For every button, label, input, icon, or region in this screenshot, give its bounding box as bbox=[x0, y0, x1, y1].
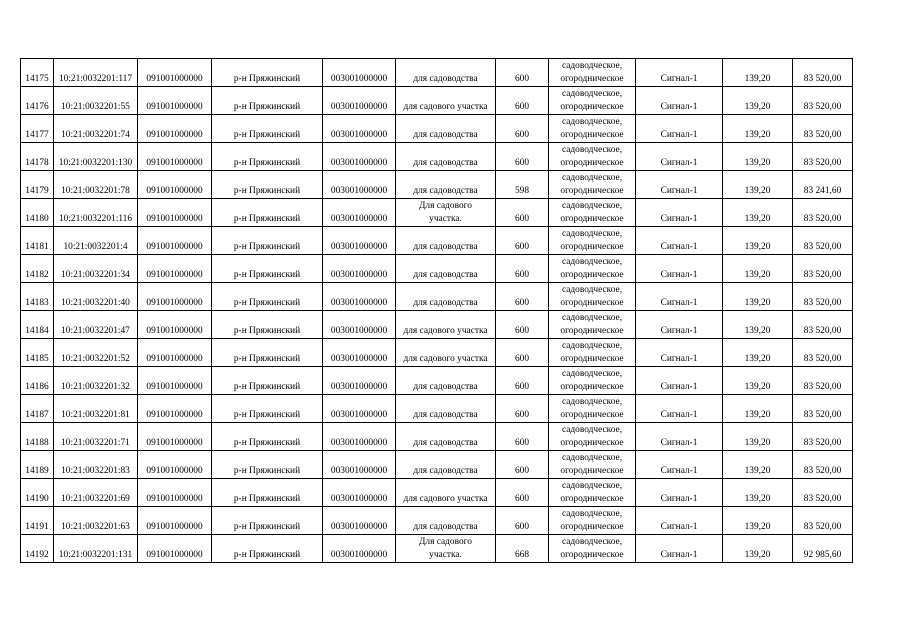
permitted-use-cell bbox=[396, 59, 496, 87]
row-number-cell: 14183 bbox=[21, 283, 54, 311]
cadastral-value-cell: 83 520,00 bbox=[793, 59, 853, 87]
specific-value-cell: 139,20 bbox=[723, 423, 793, 451]
cadastral-value-cell: 83 520,00 bbox=[793, 451, 853, 479]
row-number-cell: 14178 bbox=[21, 143, 54, 171]
area-cell: 600 bbox=[496, 395, 549, 423]
cadastral-value-cell: 83 520,00 bbox=[793, 311, 853, 339]
land-category-cell bbox=[549, 87, 636, 115]
land-category-cell bbox=[549, 171, 636, 199]
permitted-use-line: для садоводства bbox=[413, 130, 478, 140]
land-category-line: садоводческое, bbox=[561, 509, 623, 519]
land-category-line: огородническое bbox=[560, 158, 624, 168]
district-cell: р-н Пряжинский bbox=[212, 87, 323, 115]
row-number-cell: 14191 bbox=[21, 507, 54, 535]
permitted-use-cell bbox=[396, 507, 496, 535]
oktmo-code-cell: 091001000000 bbox=[138, 59, 212, 87]
specific-value-cell: 139,20 bbox=[723, 479, 793, 507]
land-category-cell bbox=[549, 199, 636, 227]
area-cell: 600 bbox=[496, 87, 549, 115]
land-category-line: садоводческое, bbox=[561, 537, 623, 547]
land-category-line: садоводческое, bbox=[561, 369, 623, 379]
oktmo-code-cell: 091001000000 bbox=[138, 451, 212, 479]
table-row bbox=[21, 59, 853, 87]
cadastral-value-cell: 83 520,00 bbox=[793, 255, 853, 283]
land-category-cell bbox=[549, 59, 636, 87]
land-category-cell bbox=[549, 395, 636, 423]
oktmo-code-cell: 091001000000 bbox=[138, 311, 212, 339]
land-category-line: огородническое bbox=[560, 102, 624, 112]
land-category-line: садоводческое, bbox=[561, 257, 623, 267]
area-cell: 600 bbox=[496, 339, 549, 367]
association-cell: Сигнал-1 bbox=[636, 171, 723, 199]
land-category-line: садоводческое, bbox=[561, 89, 623, 99]
district-cell: р-н Пряжинский bbox=[212, 479, 323, 507]
area-cell: 598 bbox=[496, 171, 549, 199]
permitted-use-cell bbox=[396, 367, 496, 395]
association-cell: Сигнал-1 bbox=[636, 535, 723, 563]
permitted-use-line: для садоводства bbox=[413, 270, 478, 280]
land-category-line: садоводческое, bbox=[561, 61, 623, 71]
classifier-code-cell: 003001000000 bbox=[323, 227, 396, 255]
table-row bbox=[21, 395, 853, 423]
association-cell: Сигнал-1 bbox=[636, 227, 723, 255]
classifier-code-cell: 003001000000 bbox=[323, 423, 396, 451]
land-category-line: огородническое bbox=[560, 382, 624, 392]
area-cell: 600 bbox=[496, 199, 549, 227]
land-category-line: садоводческое, bbox=[561, 201, 623, 211]
specific-value-cell: 139,20 bbox=[723, 367, 793, 395]
association-cell: Сигнал-1 bbox=[636, 59, 723, 87]
row-number-cell: 14188 bbox=[21, 423, 54, 451]
association-cell: Сигнал-1 bbox=[636, 423, 723, 451]
classifier-code-cell: 003001000000 bbox=[323, 283, 396, 311]
classifier-code-cell: 003001000000 bbox=[323, 451, 396, 479]
specific-value-cell: 139,20 bbox=[723, 339, 793, 367]
land-category-line: садоводческое, bbox=[561, 117, 623, 127]
land-category-cell bbox=[549, 283, 636, 311]
oktmo-code-cell: 091001000000 bbox=[138, 143, 212, 171]
land-category-line: садоводческое, bbox=[561, 313, 623, 323]
permitted-use-line: для садового участка bbox=[403, 326, 488, 336]
permitted-use-cell bbox=[396, 115, 496, 143]
land-category-line: огородническое bbox=[560, 438, 624, 448]
table-row bbox=[21, 367, 853, 395]
land-category-cell bbox=[549, 227, 636, 255]
cadastral-value-cell: 83 520,00 bbox=[793, 227, 853, 255]
area-cell: 600 bbox=[496, 507, 549, 535]
row-number-cell: 14180 bbox=[21, 199, 54, 227]
land-category-line: огородническое bbox=[560, 74, 624, 84]
cadastral-number-cell: 10:21:0032201:117 bbox=[54, 59, 138, 87]
table-row bbox=[21, 143, 853, 171]
specific-value-cell: 139,20 bbox=[723, 507, 793, 535]
oktmo-code-cell: 091001000000 bbox=[138, 339, 212, 367]
specific-value-cell: 139,20 bbox=[723, 311, 793, 339]
classifier-code-cell: 003001000000 bbox=[323, 535, 396, 563]
row-number-cell: 14186 bbox=[21, 367, 54, 395]
table-row bbox=[21, 423, 853, 451]
row-number-cell: 14184 bbox=[21, 311, 54, 339]
row-number-cell: 14189 bbox=[21, 451, 54, 479]
land-category-cell bbox=[549, 479, 636, 507]
permitted-use-line: для садоводства bbox=[413, 438, 478, 448]
permitted-use-cell bbox=[396, 227, 496, 255]
permitted-use-line: для садоводства bbox=[413, 74, 478, 84]
table-row bbox=[21, 227, 853, 255]
permitted-use-line: для садового участка bbox=[403, 102, 488, 112]
district-cell: р-н Пряжинский bbox=[212, 255, 323, 283]
cadastral-number-cell: 10:21:0032201:4 bbox=[54, 227, 138, 255]
permitted-use-cell bbox=[396, 311, 496, 339]
land-category-cell bbox=[549, 507, 636, 535]
oktmo-code-cell: 091001000000 bbox=[138, 171, 212, 199]
permitted-use-line: Для садового bbox=[419, 201, 472, 211]
table-row bbox=[21, 87, 853, 115]
table-row bbox=[21, 339, 853, 367]
permitted-use-cell bbox=[396, 451, 496, 479]
oktmo-code-cell: 091001000000 bbox=[138, 535, 212, 563]
oktmo-code-cell: 091001000000 bbox=[138, 507, 212, 535]
land-category-line: огородническое bbox=[560, 130, 624, 140]
specific-value-cell: 139,20 bbox=[723, 535, 793, 563]
oktmo-code-cell: 091001000000 bbox=[138, 227, 212, 255]
cadastral-value-cell: 83 520,00 bbox=[793, 115, 853, 143]
cadastral-value-cell: 92 985,60 bbox=[793, 535, 853, 563]
specific-value-cell: 139,20 bbox=[723, 115, 793, 143]
area-cell: 600 bbox=[496, 227, 549, 255]
cadastral-value-cell: 83 520,00 bbox=[793, 479, 853, 507]
land-category-line: садоводческое, bbox=[561, 481, 623, 491]
land-category-cell bbox=[549, 255, 636, 283]
permitted-use-line: для садоводства bbox=[413, 522, 478, 532]
land-category-line: огородническое bbox=[560, 410, 624, 420]
row-number-cell: 14176 bbox=[21, 87, 54, 115]
cadastral-number-cell: 10:21:0032201:34 bbox=[54, 255, 138, 283]
area-cell: 600 bbox=[496, 367, 549, 395]
classifier-code-cell: 003001000000 bbox=[323, 199, 396, 227]
land-category-cell bbox=[549, 143, 636, 171]
district-cell: р-н Пряжинский bbox=[212, 339, 323, 367]
land-registry-table bbox=[20, 58, 853, 563]
oktmo-code-cell: 091001000000 bbox=[138, 423, 212, 451]
area-cell: 600 bbox=[496, 59, 549, 87]
land-category-line: садоводческое, bbox=[561, 425, 623, 435]
area-cell: 600 bbox=[496, 283, 549, 311]
area-cell: 600 bbox=[496, 451, 549, 479]
cadastral-number-cell: 10:21:0032201:130 bbox=[54, 143, 138, 171]
land-category-line: огородническое bbox=[560, 494, 624, 504]
classifier-code-cell: 003001000000 bbox=[323, 507, 396, 535]
cadastral-number-cell: 10:21:0032201:81 bbox=[54, 395, 138, 423]
land-category-cell bbox=[549, 339, 636, 367]
cadastral-value-cell: 83 520,00 bbox=[793, 339, 853, 367]
permitted-use-cell bbox=[396, 395, 496, 423]
cadastral-number-cell: 10:21:0032201:40 bbox=[54, 283, 138, 311]
specific-value-cell: 139,20 bbox=[723, 143, 793, 171]
permitted-use-cell bbox=[396, 283, 496, 311]
row-number-cell: 14187 bbox=[21, 395, 54, 423]
cadastral-number-cell: 10:21:0032201:47 bbox=[54, 311, 138, 339]
association-cell: Сигнал-1 bbox=[636, 451, 723, 479]
association-cell: Сигнал-1 bbox=[636, 87, 723, 115]
row-number-cell: 14175 bbox=[21, 59, 54, 87]
cadastral-number-cell: 10:21:0032201:69 bbox=[54, 479, 138, 507]
cadastral-value-cell: 83 520,00 bbox=[793, 395, 853, 423]
land-category-line: садоводческое, bbox=[561, 173, 623, 183]
permitted-use-line: Для садового bbox=[419, 537, 472, 547]
oktmo-code-cell: 091001000000 bbox=[138, 367, 212, 395]
specific-value-cell: 139,20 bbox=[723, 227, 793, 255]
district-cell: р-н Пряжинский bbox=[212, 535, 323, 563]
table-body bbox=[21, 59, 853, 563]
classifier-code-cell: 003001000000 bbox=[323, 59, 396, 87]
specific-value-cell: 139,20 bbox=[723, 395, 793, 423]
district-cell: р-н Пряжинский bbox=[212, 143, 323, 171]
land-category-cell bbox=[549, 311, 636, 339]
permitted-use-line: для садоводства bbox=[413, 158, 478, 168]
table-row bbox=[21, 115, 853, 143]
classifier-code-cell: 003001000000 bbox=[323, 311, 396, 339]
district-cell: р-н Пряжинский bbox=[212, 423, 323, 451]
cadastral-value-cell: 83 520,00 bbox=[793, 507, 853, 535]
cadastral-number-cell: 10:21:0032201:32 bbox=[54, 367, 138, 395]
district-cell: р-н Пряжинский bbox=[212, 507, 323, 535]
oktmo-code-cell: 091001000000 bbox=[138, 255, 212, 283]
table-row bbox=[21, 507, 853, 535]
table-row bbox=[21, 255, 853, 283]
land-category-line: садоводческое, bbox=[561, 453, 623, 463]
association-cell: Сигнал-1 bbox=[636, 283, 723, 311]
cadastral-number-cell: 10:21:0032201:52 bbox=[54, 339, 138, 367]
land-category-line: огородническое bbox=[560, 466, 624, 476]
oktmo-code-cell: 091001000000 bbox=[138, 283, 212, 311]
association-cell: Сигнал-1 bbox=[636, 199, 723, 227]
land-category-cell bbox=[549, 115, 636, 143]
association-cell: Сигнал-1 bbox=[636, 395, 723, 423]
cadastral-value-cell: 83 520,00 bbox=[793, 87, 853, 115]
district-cell: р-н Пряжинский bbox=[212, 171, 323, 199]
classifier-code-cell: 003001000000 bbox=[323, 255, 396, 283]
cadastral-value-cell: 83 241,60 bbox=[793, 171, 853, 199]
association-cell: Сигнал-1 bbox=[636, 255, 723, 283]
permitted-use-cell bbox=[396, 143, 496, 171]
permitted-use-line: для садоводства bbox=[413, 186, 478, 196]
row-number-cell: 14182 bbox=[21, 255, 54, 283]
permitted-use-line: для садоводства bbox=[413, 466, 478, 476]
specific-value-cell: 139,20 bbox=[723, 87, 793, 115]
area-cell: 600 bbox=[496, 479, 549, 507]
area-cell: 600 bbox=[496, 115, 549, 143]
table-row bbox=[21, 283, 853, 311]
specific-value-cell: 139,20 bbox=[723, 255, 793, 283]
specific-value-cell: 139,20 bbox=[723, 283, 793, 311]
classifier-code-cell: 003001000000 bbox=[323, 171, 396, 199]
association-cell: Сигнал-1 bbox=[636, 367, 723, 395]
cadastral-value-cell: 83 520,00 bbox=[793, 283, 853, 311]
oktmo-code-cell: 091001000000 bbox=[138, 115, 212, 143]
district-cell: р-н Пряжинский bbox=[212, 199, 323, 227]
classifier-code-cell: 003001000000 bbox=[323, 87, 396, 115]
cadastral-number-cell: 10:21:0032201:116 bbox=[54, 199, 138, 227]
row-number-cell: 14192 bbox=[21, 535, 54, 563]
district-cell: р-н Пряжинский bbox=[212, 367, 323, 395]
cadastral-value-cell: 83 520,00 bbox=[793, 367, 853, 395]
cadastral-number-cell: 10:21:0032201:83 bbox=[54, 451, 138, 479]
district-cell: р-н Пряжинский bbox=[212, 283, 323, 311]
district-cell: р-н Пряжинский bbox=[212, 311, 323, 339]
permitted-use-line: для садоводства bbox=[413, 298, 478, 308]
land-category-line: огородническое bbox=[560, 550, 624, 560]
row-number-cell: 14179 bbox=[21, 171, 54, 199]
permitted-use-cell bbox=[396, 339, 496, 367]
classifier-code-cell: 003001000000 bbox=[323, 479, 396, 507]
cadastral-number-cell: 10:21:0032201:63 bbox=[54, 507, 138, 535]
permitted-use-line: для садоводства bbox=[413, 410, 478, 420]
cadastral-value-cell: 83 520,00 bbox=[793, 143, 853, 171]
table-row bbox=[21, 171, 853, 199]
classifier-code-cell: 003001000000 bbox=[323, 143, 396, 171]
land-category-line: огородническое bbox=[560, 214, 624, 224]
district-cell: р-н Пряжинский bbox=[212, 227, 323, 255]
permitted-use-cell bbox=[396, 479, 496, 507]
oktmo-code-cell: 091001000000 bbox=[138, 479, 212, 507]
land-category-line: огородническое bbox=[560, 270, 624, 280]
permitted-use-cell bbox=[396, 535, 496, 563]
permitted-use-line: участка. bbox=[429, 214, 462, 224]
specific-value-cell: 139,20 bbox=[723, 451, 793, 479]
land-category-cell bbox=[549, 535, 636, 563]
land-category-line: огородническое bbox=[560, 326, 624, 336]
cadastral-value-cell: 83 520,00 bbox=[793, 423, 853, 451]
district-cell: р-н Пряжинский bbox=[212, 395, 323, 423]
permitted-use-cell bbox=[396, 423, 496, 451]
area-cell: 600 bbox=[496, 143, 549, 171]
row-number-cell: 14177 bbox=[21, 115, 54, 143]
land-category-line: огородническое bbox=[560, 298, 624, 308]
land-category-cell bbox=[549, 423, 636, 451]
specific-value-cell: 139,20 bbox=[723, 199, 793, 227]
land-category-line: огородническое bbox=[560, 242, 624, 252]
association-cell: Сигнал-1 bbox=[636, 143, 723, 171]
district-cell: р-н Пряжинский bbox=[212, 59, 323, 87]
land-category-line: огородническое bbox=[560, 186, 624, 196]
row-number-cell: 14185 bbox=[21, 339, 54, 367]
area-cell: 668 bbox=[496, 535, 549, 563]
oktmo-code-cell: 091001000000 bbox=[138, 87, 212, 115]
table-row bbox=[21, 535, 853, 563]
land-category-line: огородническое bbox=[560, 522, 624, 532]
association-cell: Сигнал-1 bbox=[636, 507, 723, 535]
cadastral-value-cell: 83 520,00 bbox=[793, 199, 853, 227]
permitted-use-line: участка. bbox=[429, 550, 462, 560]
association-cell: Сигнал-1 bbox=[636, 339, 723, 367]
permitted-use-line: для садового участка bbox=[403, 354, 488, 364]
association-cell: Сигнал-1 bbox=[636, 479, 723, 507]
permitted-use-cell bbox=[396, 171, 496, 199]
cadastral-number-cell: 10:21:0032201:55 bbox=[54, 87, 138, 115]
land-category-line: садоводческое, bbox=[561, 145, 623, 155]
cadastral-number-cell: 10:21:0032201:78 bbox=[54, 171, 138, 199]
area-cell: 600 bbox=[496, 311, 549, 339]
row-number-cell: 14181 bbox=[21, 227, 54, 255]
area-cell: 600 bbox=[496, 255, 549, 283]
oktmo-code-cell: 091001000000 bbox=[138, 395, 212, 423]
oktmo-code-cell: 091001000000 bbox=[138, 199, 212, 227]
permitted-use-line: для садового участка bbox=[403, 494, 488, 504]
row-number-cell: 14190 bbox=[21, 479, 54, 507]
table-row bbox=[21, 311, 853, 339]
district-cell: р-н Пряжинский bbox=[212, 451, 323, 479]
classifier-code-cell: 003001000000 bbox=[323, 395, 396, 423]
permitted-use-line: для садоводства bbox=[413, 242, 478, 252]
land-category-cell bbox=[549, 451, 636, 479]
land-category-line: огородническое bbox=[560, 354, 624, 364]
classifier-code-cell: 003001000000 bbox=[323, 367, 396, 395]
specific-value-cell: 139,20 bbox=[723, 59, 793, 87]
cadastral-number-cell: 10:21:0032201:74 bbox=[54, 115, 138, 143]
table-row bbox=[21, 479, 853, 507]
permitted-use-cell bbox=[396, 199, 496, 227]
land-category-line: садоводческое, bbox=[561, 285, 623, 295]
land-category-line: садоводческое, bbox=[561, 397, 623, 407]
permitted-use-line: для садоводства bbox=[413, 382, 478, 392]
land-category-line: садоводческое, bbox=[561, 341, 623, 351]
specific-value-cell: 139,20 bbox=[723, 171, 793, 199]
permitted-use-cell bbox=[396, 255, 496, 283]
district-cell: р-н Пряжинский bbox=[212, 115, 323, 143]
land-category-cell bbox=[549, 367, 636, 395]
classifier-code-cell: 003001000000 bbox=[323, 339, 396, 367]
land-category-line: садоводческое, bbox=[561, 229, 623, 239]
classifier-code-cell: 003001000000 bbox=[323, 115, 396, 143]
association-cell: Сигнал-1 bbox=[636, 115, 723, 143]
permitted-use-cell bbox=[396, 87, 496, 115]
cadastral-number-cell: 10:21:0032201:71 bbox=[54, 423, 138, 451]
cadastral-number-cell: 10:21:0032201:131 bbox=[54, 535, 138, 563]
association-cell: Сигнал-1 bbox=[636, 311, 723, 339]
area-cell: 600 bbox=[496, 423, 549, 451]
table-row bbox=[21, 199, 853, 227]
table-row bbox=[21, 451, 853, 479]
